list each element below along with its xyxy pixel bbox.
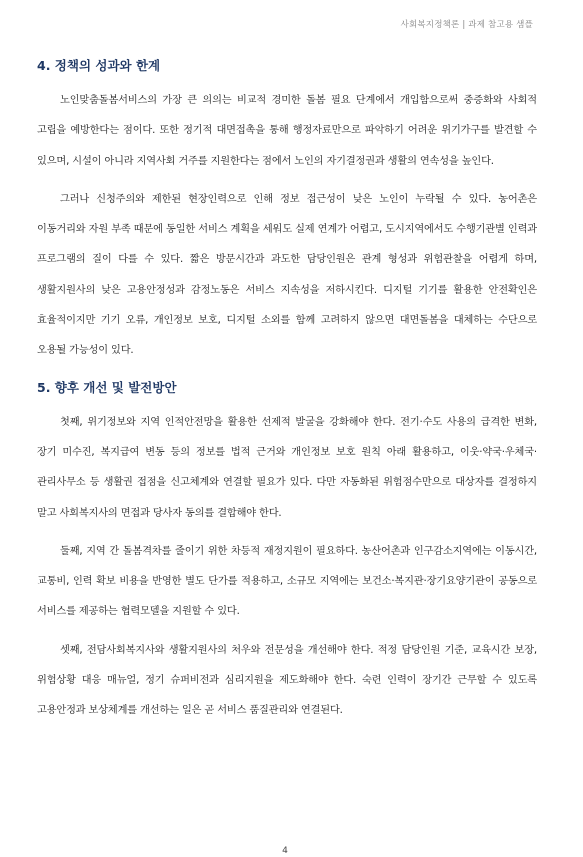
section-4-heading: 4. 정책의 성과와 한계 <box>37 58 161 73</box>
section-4-paragraph-2: 그러나 신청주의와 제한된 현장인력으로 인해 정보 접근성이 낮은 노인이 누락될 수 있다. 농어촌은 이동거리와 자원 부족 때문에 동일한 서비스 계획을 세워도 실제 연계가 어렵고, 도시지역에서도 수행기관별 인력과 프로그램의 질이 다를 수 있다. 짧은 방문시간과 과도한 담당인원은 관계 형성과 위험관찰을 어렵게 하며, 생활지원사의 낮은 고용안정성과 감정노동은 서비스 지속성을 저하시킨다. 디지털 기기를 활용한 안전확인은 효율적이지만 기기 오류, 개인정보 보호, 디지털 소외를 함께 고려하지 않으면 대면돌봄을 대체하는 수단으로 오용될 가능성이 있다. <box>37 193 537 357</box>
section-5-paragraph-1: 첫째, 위기정보와 지역 인적안전망을 활용한 선제적 발굴을 강화해야 한다. 전기·수도 사용의 급격한 변화, 장기 미수진, 복지급여 변동 등의 정보를 법적 근거와 개인정보 보호 원칙 아래 활용하고, 이웃·약국·우체국·관리사무소 등 생활권 접점을 신고체계와 연결할 필요가 있다. 다만 자동화된 위험점수만으로 대상자를 결정하지 말고 사회복지사의 면접과 당사자 동의를 결합해야 한다. <box>37 416 537 519</box>
section-4-paragraph-1: 노인맞춤돌봄서비스의 가장 큰 의의는 비교적 경미한 돌봄 필요 단계에서 개입함으로써 중증화와 사회적 고립을 예방한다는 점이다. 또한 정기적 대면접촉을 통해 행정자료만으로 파악하기 어려운 위기가구를 발견할 수 있으며, 시설이 아니라 지역사회 거주를 지원한다는 점에서 노인의 자기결정권과 생활의 연속성을 높인다. <box>37 95 537 167</box>
page-number: 4 <box>282 846 288 856</box>
running-header: 사회복지정책론 | 과제 참고용 샘플 <box>400 20 533 30</box>
document-body <box>37 54 537 735</box>
section-5-paragraph-2: 둘째, 지역 간 돌봄격차를 줄이기 위한 차등적 재정지원이 필요하다. 농산어촌과 인구감소지역에는 이동시간, 교통비, 인력 확보 비용을 반영한 별도 단가를 적용하고, 소규모 지역에는 보건소·복지관·장기요양기관이 공동으로 서비스를 제공하는 협력모델을 지원할 수 있다. <box>37 545 537 618</box>
section-5-paragraph-3: 셋째, 전담사회복지사와 생활지원사의 처우와 전문성을 개선해야 한다. 적정 담당인원 기준, 교육시간 보장, 위험상황 대응 매뉴얼, 정기 슈퍼비전과 심리지원을 제도화해야 한다. 숙련 인력이 장기간 근무할 수 있도록 고용안정과 보상체계를 개선하는 일은 곧 서비스 품질관리와 연결된다. <box>37 644 537 717</box>
section-5-heading: 5. 향후 개선 및 발전방안 <box>37 379 177 395</box>
